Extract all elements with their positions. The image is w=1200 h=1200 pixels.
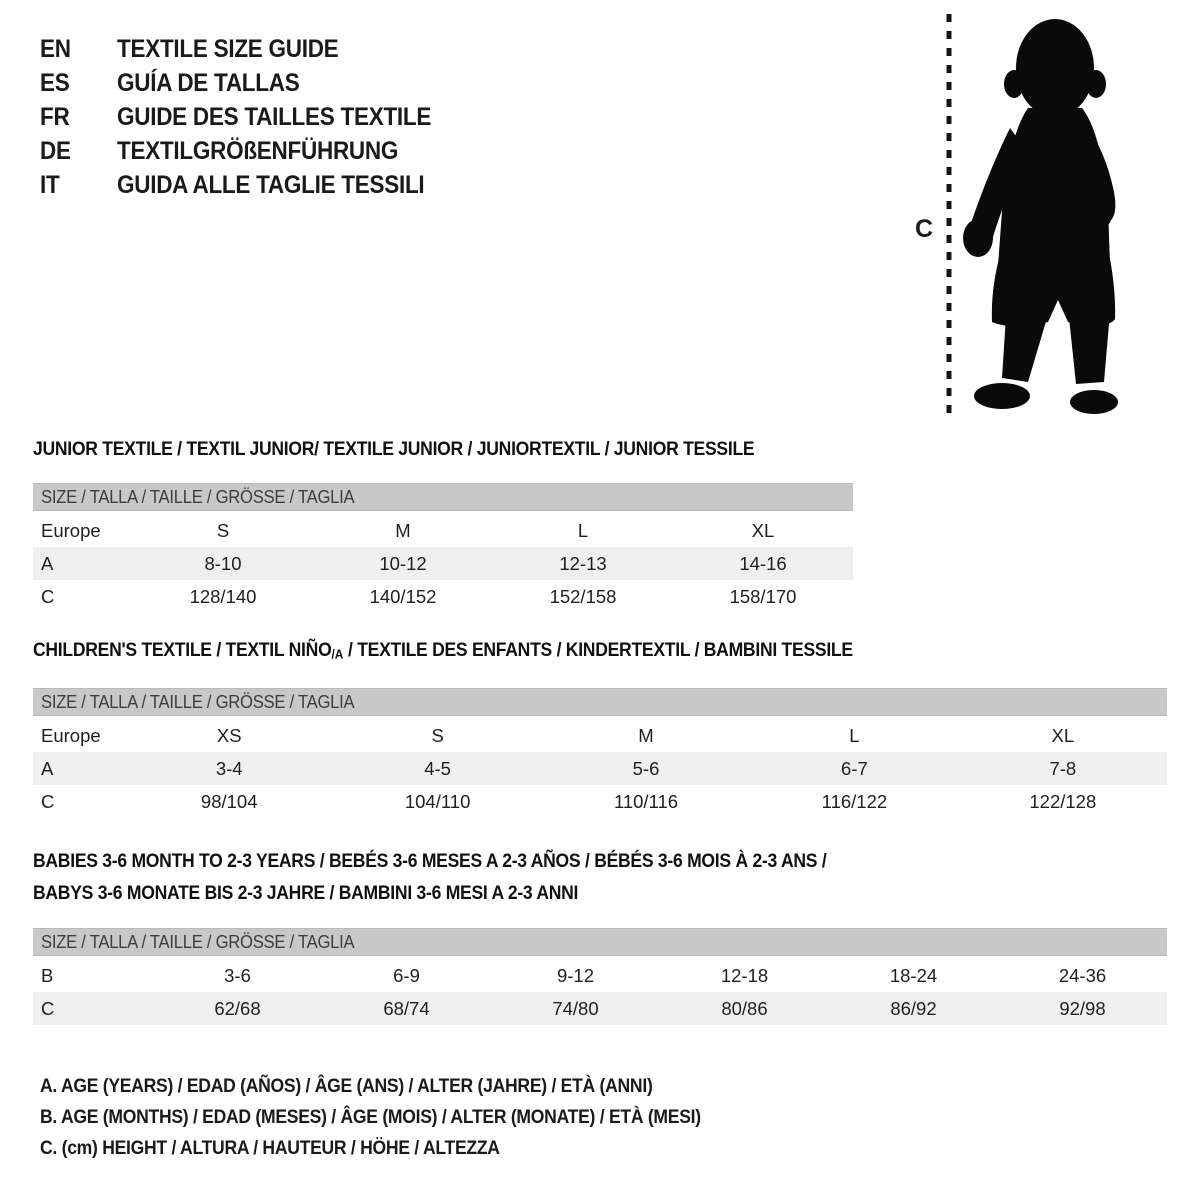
table-row [33, 547, 853, 580]
value-cell: 122/128 [1029, 790, 1097, 812]
size-cell: M [638, 724, 654, 746]
language-title: TEXTILGRÖßENFÜHRUNG [117, 136, 399, 165]
value-cell: 12-13 [559, 552, 607, 574]
value-cell: 116/122 [821, 790, 888, 812]
table-row [33, 785, 1167, 818]
table-row [33, 992, 1167, 1025]
value-cell: 5-6 [632, 757, 660, 779]
value-cell: 3-6 [224, 964, 251, 986]
row-label-cell: C [41, 997, 55, 1019]
language-code: EN [40, 34, 71, 63]
value-cell: 152/158 [549, 585, 617, 607]
measurement-legend [40, 1071, 774, 1164]
value-cell: 110/116 [613, 790, 679, 812]
language-row [40, 134, 466, 168]
value-cell: 12-18 [720, 964, 769, 986]
language-title: TEXTILE SIZE GUIDE [117, 34, 339, 63]
legend-line-c: C. (cm) HEIGHT / ALTURA / HAUTEUR / HÖHE / ALTEZZA [40, 1137, 500, 1159]
size-header-bar: SIZE / TALLA / TAILLE / GRÖSSE / TAGLIA [33, 483, 853, 511]
height-measure-label: C [915, 215, 934, 243]
row-label-cell: C [41, 790, 55, 812]
babies-size-table [33, 928, 1167, 1025]
language-row [40, 100, 466, 134]
size-cell: XL [1051, 724, 1075, 746]
value-cell: 68/74 [383, 997, 430, 1019]
language-code: DE [40, 136, 71, 165]
table-row [33, 752, 1167, 785]
value-cell: 3-4 [215, 757, 243, 779]
row-label-cell: B [41, 964, 54, 986]
value-cell: 80/86 [721, 997, 768, 1019]
language-title-list [40, 32, 466, 202]
junior-section-heading: JUNIOR TEXTILE / TEXTIL JUNIOR/ TEXTILE JUNIOR / JUNIORTEXTIL / JUNIOR TESSILE [33, 438, 755, 460]
table-row [33, 959, 1167, 992]
table-row [33, 514, 853, 547]
size-cell: XL [751, 519, 775, 541]
value-cell: 14-16 [739, 552, 787, 574]
table-row [33, 580, 853, 613]
value-cell: 140/152 [369, 585, 437, 607]
value-cell: 6-7 [841, 757, 868, 779]
row-label-cell: A [41, 552, 54, 574]
size-header-bar: SIZE / TALLA / TAILLE / GRÖSSE / TAGLIA [33, 688, 1167, 716]
value-cell: 6-9 [393, 964, 420, 986]
children-size-table [33, 688, 1167, 818]
row-label-cell: C [41, 585, 55, 607]
value-cell: 98/104 [200, 790, 258, 812]
children-section-heading: CHILDREN'S TEXTILE / TEXTIL NIÑO/A / TEXTILE DES ENFANTS / KINDERTEXTIL / BAMBINI TESSILE [33, 639, 853, 662]
language-row [40, 168, 466, 202]
size-cell: L [577, 519, 589, 541]
nino-a-subscript: /A [331, 646, 344, 662]
size-cell: L [849, 724, 860, 746]
row-label-cell: A [41, 757, 54, 779]
value-cell: 86/92 [890, 997, 937, 1019]
toddler-silhouette-icon [958, 16, 1140, 422]
value-cell: 7-8 [1049, 757, 1077, 779]
size-cell: XS [216, 724, 242, 746]
language-title: GUIDE DES TAILLES TEXTILE [117, 102, 432, 131]
size-header-bar: SIZE / TALLA / TAILLE / GRÖSSE / TAGLIA [33, 928, 1167, 956]
language-code: FR [40, 102, 70, 131]
value-cell: 18-24 [889, 964, 938, 986]
language-title: GUIDA ALLE TAGLIE TESSILI [117, 170, 425, 199]
value-cell: 9-12 [556, 964, 595, 986]
value-cell: 4-5 [424, 757, 451, 779]
value-cell: 74/80 [552, 997, 599, 1019]
row-label-cell: Europe [41, 519, 101, 541]
size-cell: S [216, 519, 230, 541]
language-code: ES [40, 68, 70, 97]
value-cell: 24-36 [1058, 964, 1107, 986]
height-measure-dashed-line [946, 14, 952, 418]
size-cell: S [431, 724, 444, 746]
language-row [40, 66, 466, 100]
language-title: GUÍA DE TALLAS [117, 68, 300, 97]
language-row [40, 32, 466, 66]
value-cell: 92/98 [1059, 997, 1106, 1019]
legend-line-b: B. AGE (MONTHS) / EDAD (MESES) / ÂGE (MOIS) / ALTER (MONATE) / ETÀ (MESI) [40, 1106, 701, 1128]
babies-section-heading: BABIES 3-6 MONTH TO 2-3 YEARS / BEBÉS 3-6 MESES A 2-3 AÑOS / BÉBÉS 3-6 MOIS À 2-3 ANS / BABYS 3-6 MONATE BIS 2-3 JAHRE / BAMBINI 3-6 MESI A 2-3 ANNI [33, 850, 827, 904]
table-row [33, 719, 1167, 752]
language-code: IT [40, 170, 60, 199]
value-cell: 10-12 [379, 552, 427, 574]
legend-line-a: A. AGE (YEARS) / EDAD (AÑOS) / ÂGE (ANS) / ALTER (JAHRE) / ETÀ (ANNI) [40, 1075, 653, 1097]
size-cell: M [395, 519, 411, 541]
row-label-cell: Europe [41, 724, 101, 746]
value-cell: 128/140 [189, 585, 257, 607]
value-cell: 8-10 [204, 552, 242, 574]
value-cell: 158/170 [729, 585, 797, 607]
value-cell: 104/110 [404, 790, 471, 812]
junior-size-table [33, 483, 853, 613]
value-cell: 62/68 [214, 997, 261, 1019]
